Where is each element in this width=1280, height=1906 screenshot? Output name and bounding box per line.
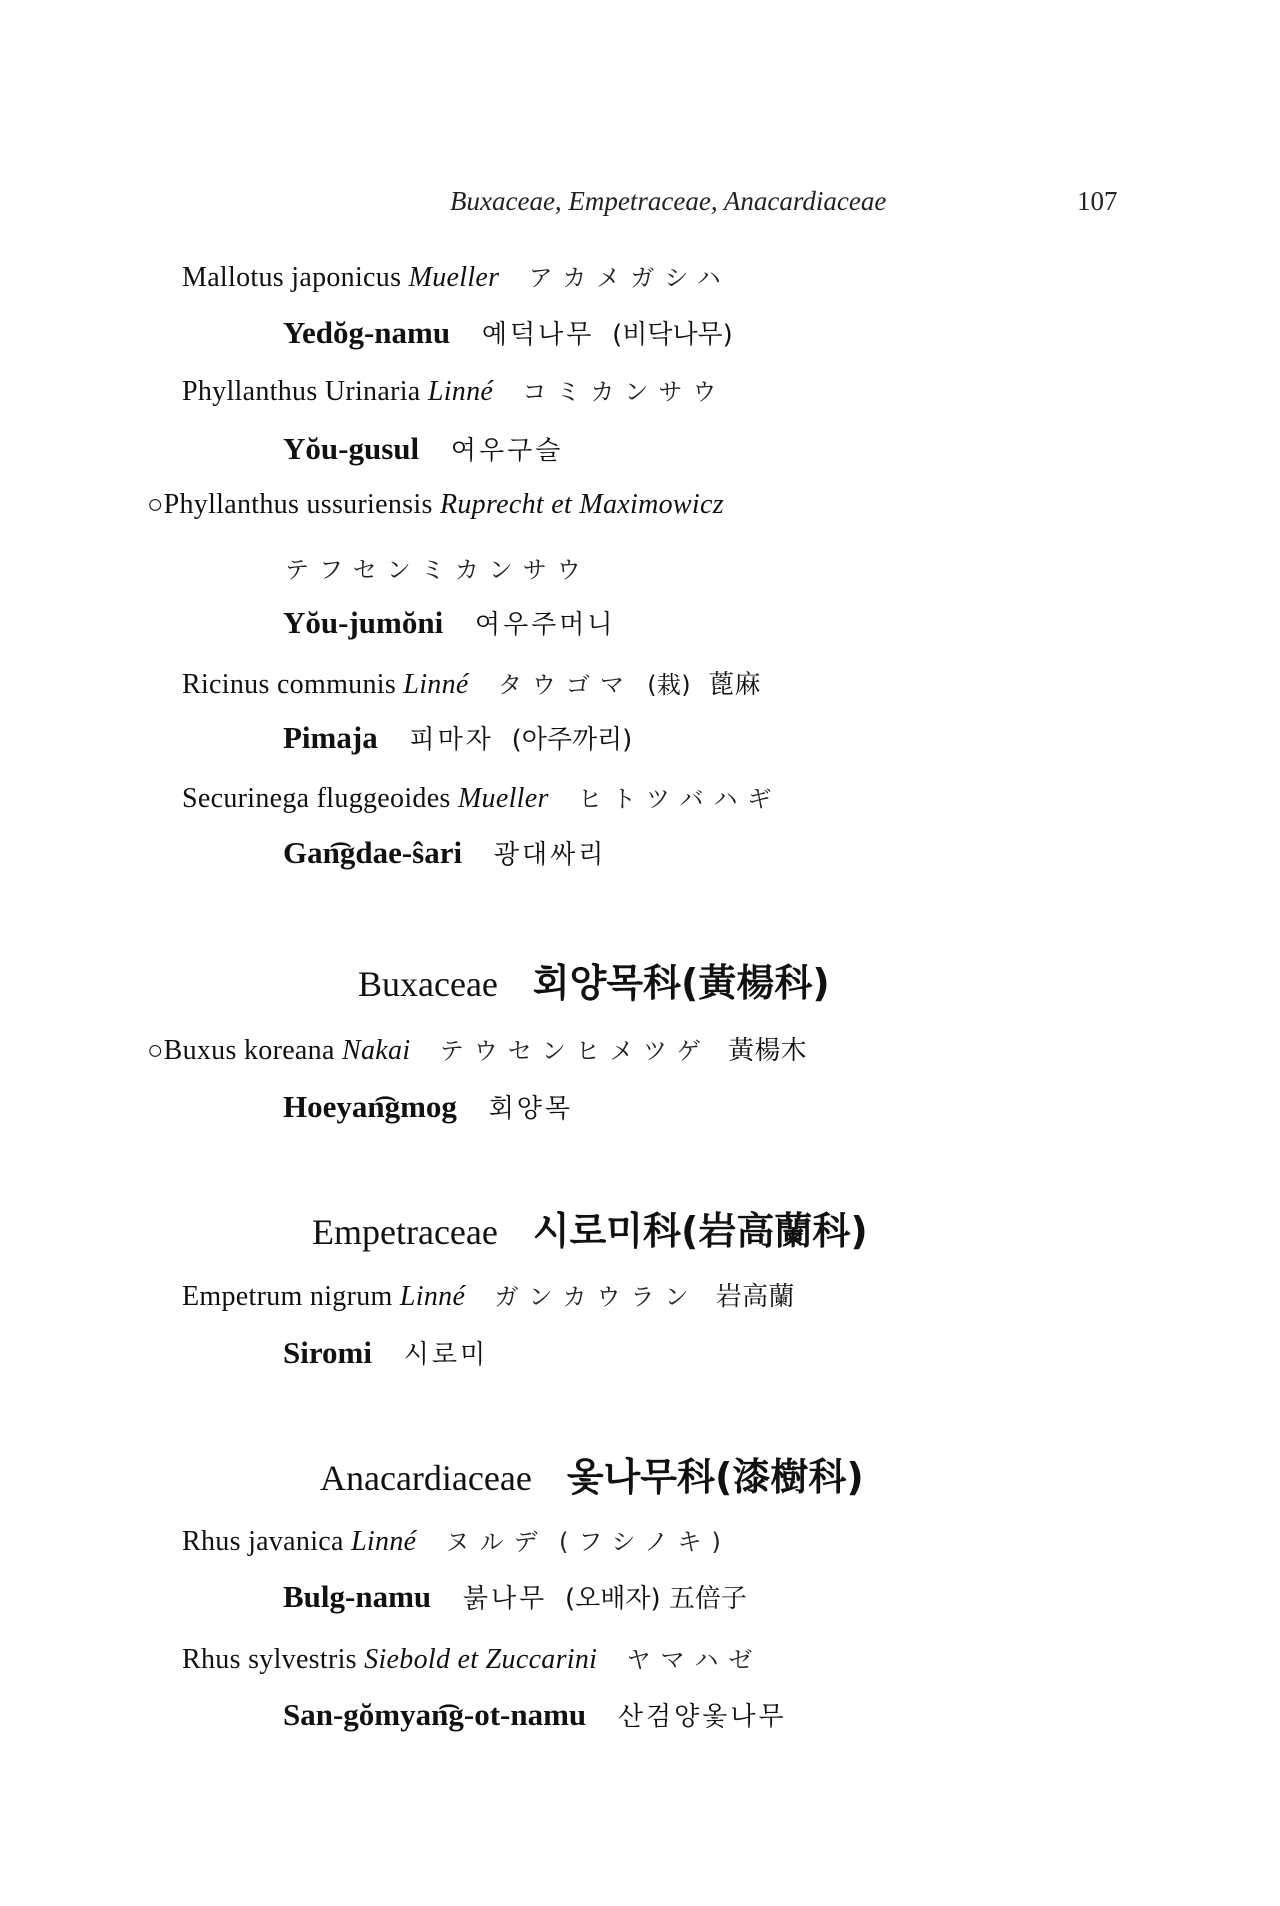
korean-romanized: Gan͡gdae-ŝari — [283, 835, 463, 870]
species-name: Buxus koreana — [163, 1035, 335, 1066]
korean-hangul: 산검양옻나무 — [617, 1702, 787, 1732]
family-heading — [358, 952, 830, 1007]
species-line — [182, 664, 761, 701]
korean-hangul: 회양목 — [488, 1094, 574, 1124]
korean-romanized: San-gŏmyan͡g-ot-namu — [283, 1697, 587, 1732]
korean-hangul: 여우구슬 — [450, 436, 564, 466]
korean-hangul: 붉나무 — [462, 1584, 548, 1614]
korean-name-line — [283, 1334, 488, 1371]
japanese-name: テウセンヒメツゲ — [439, 1037, 711, 1065]
family-cjk: 옻나무科(漆樹科) — [566, 1455, 864, 1499]
species-author: Ruprecht et Maximowicz — [439, 489, 724, 520]
species-name: Securinega fluggeoides — [182, 783, 451, 814]
species-line — [182, 372, 726, 408]
korean-alternate: (오배자) 五倍子 — [565, 1584, 747, 1614]
species-name: Mallotus japonicus — [182, 262, 402, 293]
page-number: 107 — [1077, 186, 1118, 216]
kanji-name: 蓖麻 — [708, 670, 761, 700]
japanese-name: ガンカウラン — [494, 1283, 699, 1311]
korean-alternate: (아주까리) — [511, 725, 633, 755]
korean-hangul: 예덕나무 — [481, 320, 595, 350]
marker-circle: ○ — [147, 489, 164, 519]
japanese-alternate-name: (フシノキ) — [558, 1528, 731, 1556]
korean-name-line — [283, 430, 563, 467]
species-author: Linné — [403, 669, 469, 700]
japanese-name: タウゴマ — [497, 671, 634, 699]
korean-name-line — [283, 1696, 787, 1733]
running-head: Buxaceae, Empetraceae, Anacardiaceae — [450, 186, 887, 216]
korean-romanized: Pimaja — [283, 720, 378, 755]
species-line — [147, 1030, 807, 1067]
korean-hangul: 여우주머니 — [474, 610, 616, 640]
marker-circle: ○ — [147, 1035, 164, 1065]
species-name: Ricinus communis — [182, 669, 397, 700]
korean-hangul: 광대싸리 — [493, 840, 607, 870]
species-line — [147, 489, 724, 521]
species-author: Linné — [427, 376, 494, 407]
species-author: Mueller — [408, 262, 500, 293]
japanese-name: ヤマハゼ — [626, 1646, 763, 1674]
species-line — [182, 258, 731, 294]
species-author: Linné — [399, 1281, 466, 1312]
kanji-name: 岩高蘭 — [715, 1282, 795, 1312]
cultivated-note: (栽) — [647, 671, 691, 699]
korean-name-line — [283, 1088, 573, 1125]
species-name: Empetrum nigrum — [182, 1281, 393, 1312]
japanese-name: コミカンサウ — [522, 378, 727, 406]
species-author: Nakai — [342, 1035, 411, 1066]
species-name: Phyllanthus ussuriensis — [163, 489, 433, 520]
species-author: Siebold et Zuccarini — [364, 1644, 598, 1675]
korean-name-line — [283, 1578, 747, 1615]
species-line — [182, 1276, 795, 1313]
japanese-name: テフセンミカンサウ — [285, 556, 591, 584]
korean-alternate: (비닥나무) — [612, 320, 733, 350]
species-line — [182, 1522, 731, 1558]
family-cjk: 시로미科(岩高蘭科) — [532, 1209, 868, 1253]
korean-romanized: Bulg-namu — [283, 1579, 432, 1614]
korean-name-line — [283, 604, 616, 641]
species-name: Rhus sylvestris — [182, 1644, 357, 1675]
species-author: Mueller — [457, 783, 549, 814]
korean-romanized: Siromi — [283, 1335, 372, 1370]
species-name: Rhus javanica — [182, 1526, 344, 1557]
family-latin: Anacardiaceae — [320, 1458, 532, 1498]
species-line — [182, 1640, 762, 1676]
korean-romanized: Yŏu-gusul — [283, 431, 420, 466]
korean-romanized: Yŏu-jumŏni — [283, 605, 444, 640]
family-latin: Empetraceae — [312, 1212, 498, 1252]
species-name: Phyllanthus Urinaria — [182, 376, 421, 407]
korean-romanized: Hoeyan͡gmog — [283, 1089, 457, 1124]
family-heading — [320, 1446, 864, 1501]
family-cjk: 회양목科(黃楊科) — [532, 961, 830, 1005]
korean-hangul: 피마자 — [409, 725, 494, 755]
korean-romanized: Yedŏg-namu — [283, 315, 451, 350]
japanese-name: ヒトツバハギ — [578, 785, 782, 813]
japanese-name: アカメガシハ — [528, 264, 731, 292]
species-author: Linné — [351, 1526, 417, 1557]
kanji-name: 黃楊木 — [728, 1036, 807, 1066]
korean-name-line — [283, 719, 632, 756]
species-line — [182, 779, 782, 815]
family-latin: Buxaceae — [358, 964, 498, 1004]
family-heading — [312, 1200, 868, 1255]
korean-name-line — [283, 314, 733, 351]
korean-hangul: 시로미 — [403, 1340, 489, 1370]
japanese-name: ヌルデ — [445, 1528, 548, 1556]
korean-name-line — [283, 834, 606, 871]
